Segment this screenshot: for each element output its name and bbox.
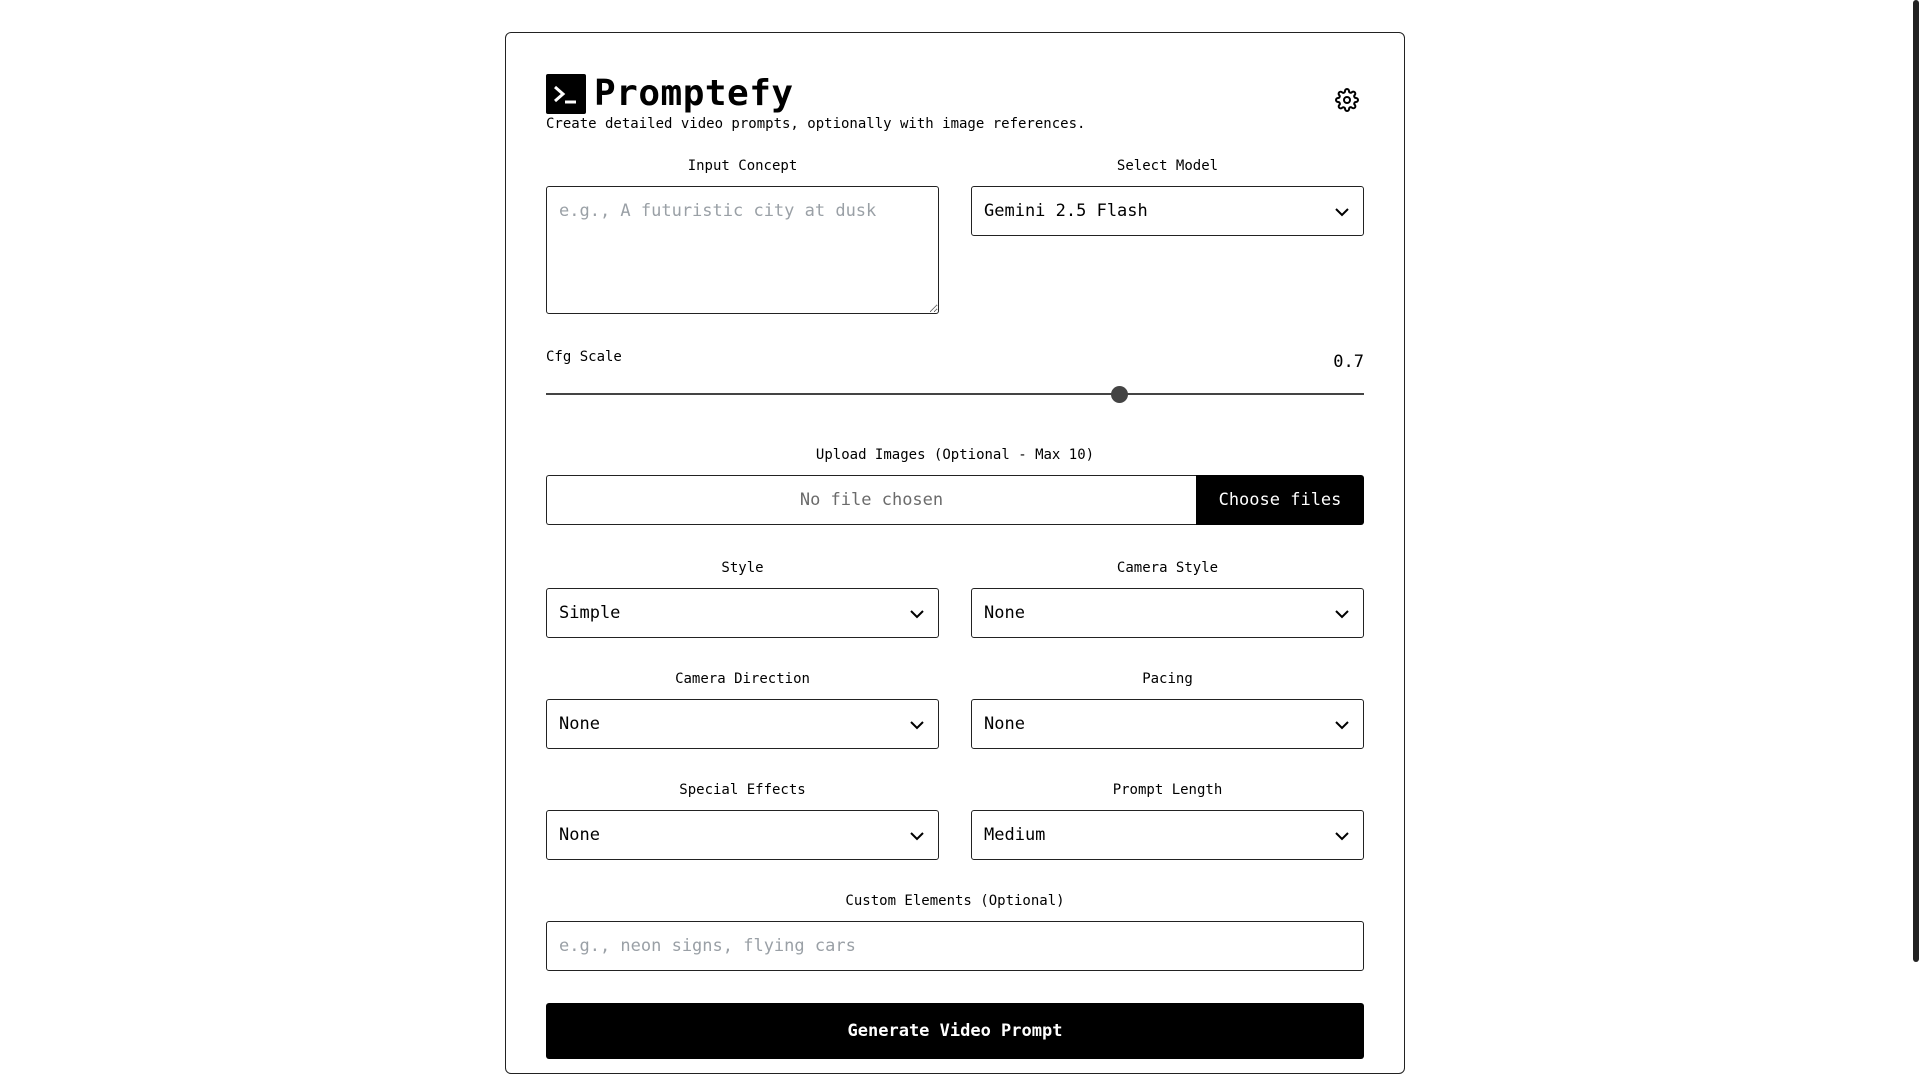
page-scrollbar[interactable] bbox=[1912, 0, 1920, 1080]
concept-group bbox=[546, 157, 939, 318]
model-group bbox=[971, 157, 1364, 318]
camera-direction-select-value: None bbox=[559, 714, 600, 734]
custom-elements-label: Custom Elements (Optional) bbox=[845, 893, 1065, 909]
upload-group bbox=[546, 446, 1364, 525]
style-label: Style bbox=[721, 560, 764, 576]
pacing-group bbox=[971, 670, 1364, 749]
file-input[interactable] bbox=[546, 475, 1364, 525]
effects-row bbox=[546, 781, 1364, 860]
cfg-slider-thumb[interactable] bbox=[1111, 386, 1128, 403]
cfg-slider[interactable] bbox=[546, 382, 1364, 406]
form-container bbox=[546, 73, 1364, 1059]
prompt-length-label: Prompt Length bbox=[1112, 782, 1223, 798]
special-effects-label: Special Effects bbox=[679, 782, 806, 798]
model-label: Select Model bbox=[1116, 158, 1219, 174]
chevron-down-icon bbox=[908, 716, 926, 734]
pacing-label: Pacing bbox=[1142, 671, 1193, 687]
cfg-group bbox=[546, 348, 1364, 406]
custom-elements-input[interactable] bbox=[546, 921, 1364, 971]
header bbox=[546, 73, 1364, 141]
prompt-length-group bbox=[971, 781, 1364, 860]
cfg-value: 0.7 bbox=[1333, 352, 1364, 372]
file-status: No file chosen bbox=[546, 475, 1196, 525]
style-group bbox=[546, 559, 939, 638]
model-select-value: Gemini 2.5 Flash bbox=[984, 201, 1148, 221]
concept-label: Input Concept bbox=[687, 158, 798, 174]
chevron-down-icon bbox=[1333, 605, 1351, 623]
chevron-down-icon bbox=[1333, 203, 1351, 221]
cfg-header bbox=[546, 348, 1364, 372]
concept-textarea[interactable] bbox=[546, 186, 939, 314]
settings-button[interactable] bbox=[1330, 83, 1364, 117]
app-title: Promptefy bbox=[594, 73, 794, 114]
chevron-down-icon bbox=[908, 605, 926, 623]
upload-label: Upload Images (Optional - Max 10) bbox=[815, 447, 1095, 463]
camera-style-select[interactable] bbox=[971, 588, 1364, 638]
main-card bbox=[505, 32, 1405, 1074]
style-row bbox=[546, 559, 1364, 638]
style-select[interactable] bbox=[546, 588, 939, 638]
concept-model-row bbox=[546, 157, 1364, 318]
app-subtitle: Create detailed video prompts, optionally with image references. bbox=[546, 116, 1086, 132]
pacing-select[interactable] bbox=[971, 699, 1364, 749]
cfg-label: Cfg Scale bbox=[546, 349, 622, 365]
camera-direction-label: Camera Direction bbox=[675, 671, 810, 687]
terminal-icon bbox=[546, 74, 586, 114]
camera-style-select-value: None bbox=[984, 603, 1025, 623]
special-effects-select-value: None bbox=[559, 825, 600, 845]
style-select-value: Simple bbox=[559, 603, 621, 623]
special-effects-group bbox=[546, 781, 939, 860]
choose-files-button[interactable]: Choose files bbox=[1196, 475, 1364, 525]
custom-elements-group bbox=[546, 892, 1364, 971]
prompt-length-select-value: Medium bbox=[984, 825, 1046, 845]
model-select[interactable] bbox=[971, 186, 1364, 236]
chevron-down-icon bbox=[1333, 827, 1351, 845]
generate-button[interactable]: Generate Video Prompt bbox=[546, 1003, 1364, 1059]
special-effects-select[interactable] bbox=[546, 810, 939, 860]
prompt-length-select[interactable] bbox=[971, 810, 1364, 860]
camera-direction-group bbox=[546, 670, 939, 749]
logo-row bbox=[546, 73, 1364, 115]
camera-style-label: Camera Style bbox=[1116, 560, 1219, 576]
camera-direction-select[interactable] bbox=[546, 699, 939, 749]
chevron-down-icon bbox=[908, 827, 926, 845]
direction-row bbox=[546, 670, 1364, 749]
page-scrollbar-thumb[interactable] bbox=[1913, 0, 1919, 962]
gear-icon bbox=[1335, 88, 1359, 112]
camera-style-group bbox=[971, 559, 1364, 638]
cfg-slider-track bbox=[546, 393, 1364, 395]
chevron-down-icon bbox=[1333, 716, 1351, 734]
pacing-select-value: None bbox=[984, 714, 1025, 734]
